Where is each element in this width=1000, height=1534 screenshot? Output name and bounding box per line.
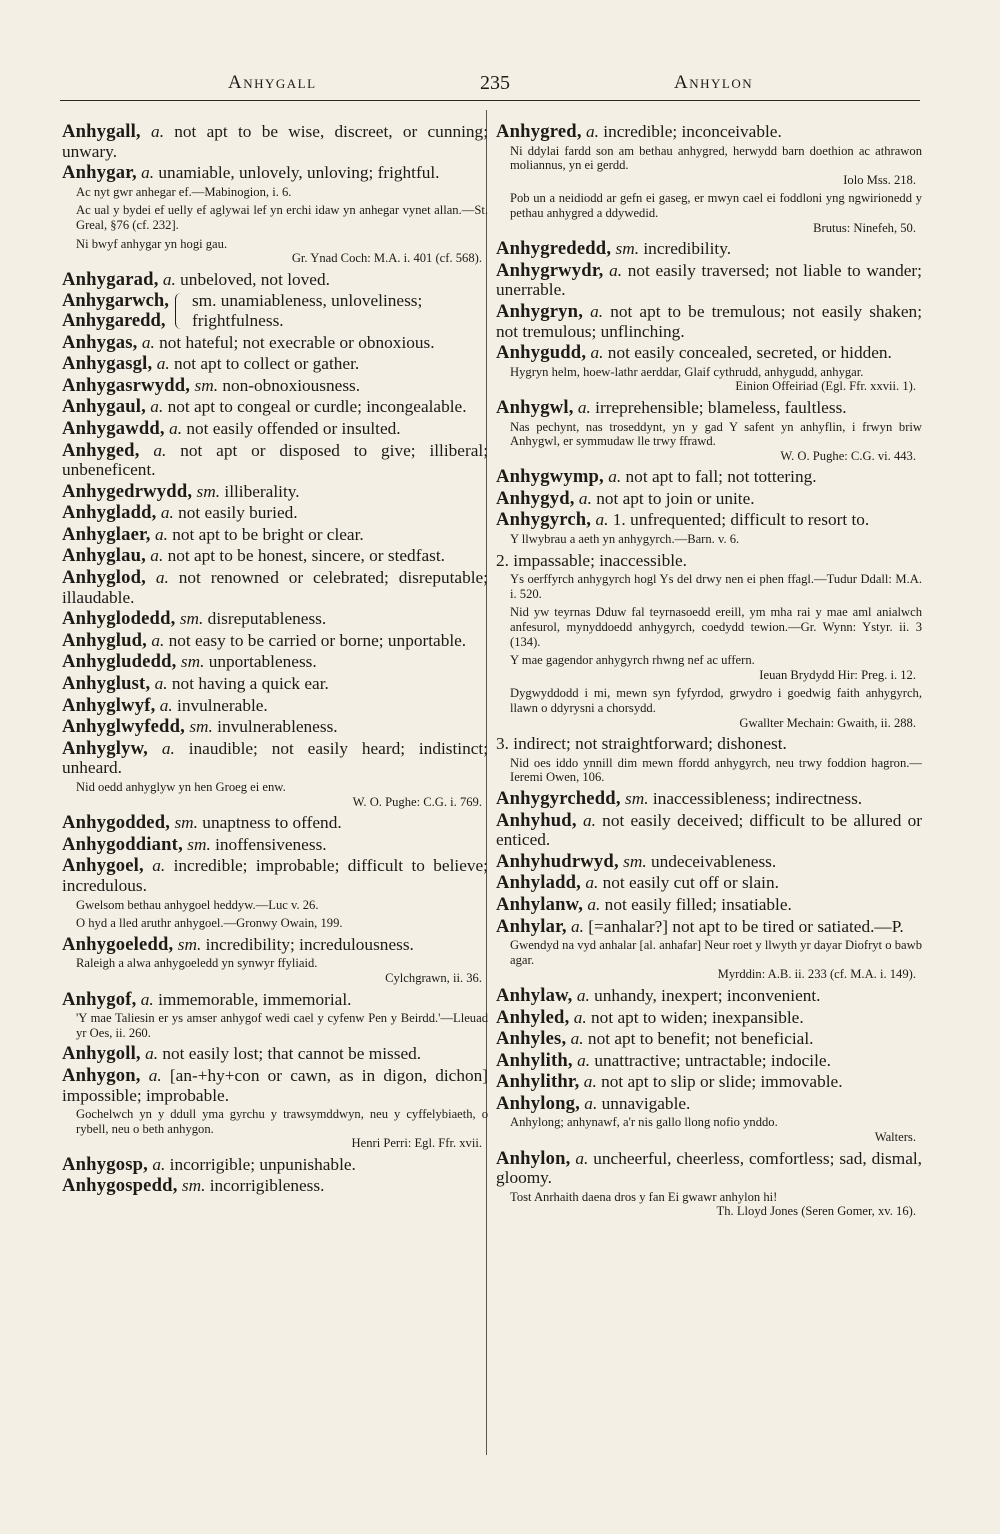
dictionary-entry xyxy=(62,482,488,502)
headword: Anhygwl, xyxy=(496,396,574,418)
definition: incredible; inconceivable. xyxy=(598,122,782,141)
headword: Anhyladd, xyxy=(496,872,581,894)
definition: not easily traversed; not liable to wander; unerrable. xyxy=(496,260,922,300)
headword: Anhylaw, xyxy=(496,984,573,1006)
headword: Anhylithr, xyxy=(496,1071,580,1093)
dictionary-entry xyxy=(496,986,922,1006)
quotation xyxy=(62,203,488,232)
dictionary-entry-pair xyxy=(62,291,488,330)
part-of-speech: a. xyxy=(160,503,174,523)
headword: Anhygyrchedd, xyxy=(496,787,621,809)
definition: not apt or disposed to give; illiberal; unbeneficent. xyxy=(62,440,488,480)
quotation xyxy=(496,756,922,785)
citation: Gwallter Mechain: Gwaith, ii. 288. xyxy=(739,715,916,730)
dictionary-entry xyxy=(496,510,922,530)
part-of-speech: a. xyxy=(155,568,169,588)
part-of-speech: a. xyxy=(169,418,183,438)
running-header xyxy=(60,70,920,101)
dictionary-entry xyxy=(62,696,488,716)
headword: Anhyhud, xyxy=(496,809,577,831)
citation: W. O. Pughe: C.G. vi. 443. xyxy=(780,448,916,463)
dictionary-entry xyxy=(496,1008,922,1028)
headword: Anhygred, xyxy=(496,121,582,142)
definition: undeceivableness. xyxy=(646,851,777,871)
part-of-speech: sm. xyxy=(179,609,204,629)
dictionary-entry xyxy=(62,163,488,183)
definition: not easily deceived; difficult to be allured or enticed. xyxy=(496,810,923,850)
quotation-text: Y mae gagendor anhygyrch rhwng nef ac uffern. xyxy=(510,653,755,668)
quotation xyxy=(496,1190,922,1219)
quotation xyxy=(496,938,922,982)
part-of-speech: a. xyxy=(145,1044,159,1064)
part-of-speech: sm. xyxy=(187,834,211,854)
definition: invulnerableness. xyxy=(212,717,338,737)
dictionary-entry xyxy=(496,852,922,872)
quotation-text: O hyd a lled aruthr anhygoel.—Gronwy Owain, 199. xyxy=(76,916,343,931)
definition: not apt to be honest, sincere, or stedfast. xyxy=(163,546,445,566)
part-of-speech: a. xyxy=(141,332,155,352)
quotation-text: Nid oedd anhyglyw yn hen Groeg ei enw. xyxy=(76,780,286,794)
part-of-speech: a. xyxy=(582,810,596,830)
dictionary-entry xyxy=(62,856,488,895)
part-of-speech: a. xyxy=(154,524,168,544)
quotation-text: Ac ual y bydei ef uelly ef aglywai lef yn erchi idaw yn anhegar vynet allan.—St. Greal, §76 (cf. 232]. xyxy=(76,203,488,232)
headword: Anhygoll, xyxy=(62,1043,141,1065)
part-of-speech: a. xyxy=(587,894,601,914)
headword: Anhygoddiant, xyxy=(62,833,183,855)
definition: not hateful; not execrable or obnoxious. xyxy=(154,332,435,352)
part-of-speech: a. xyxy=(152,1154,166,1174)
quotation-text: Ac nyt gwr anhegar ef.—Mabinogion, i. 6. xyxy=(76,184,292,199)
quotation xyxy=(496,532,922,547)
headword: Anhylon, xyxy=(496,1147,571,1169)
headword: Anhygudd, xyxy=(496,342,587,364)
dictionary-entry xyxy=(496,261,922,300)
part-of-speech: a. xyxy=(152,856,166,876)
dictionary-entry xyxy=(496,895,922,915)
part-of-speech: a. xyxy=(585,873,599,893)
quotation-text: Ni ddylai fardd son am bethau anhygred, herwydd barn doethion ac athrawon moliannus, yn ei gerdd. xyxy=(510,143,922,173)
part-of-speech: a. xyxy=(161,738,175,758)
dictionary-entry xyxy=(496,917,922,937)
headword: Anhygasrwydd, xyxy=(62,374,191,396)
dictionary-entry xyxy=(496,789,922,809)
dictionary-entry xyxy=(496,873,922,893)
definition: inaccessibleness; indirectness. xyxy=(648,788,863,808)
definition: irreprehensible; blameless, faultless. xyxy=(590,397,847,417)
part-of-speech: sm. xyxy=(174,813,198,833)
citation: Brutus: Ninefeh, 50. xyxy=(813,220,916,235)
definition: sm. unamiableness, unloveliness; frightfulness. xyxy=(191,291,423,330)
dictionary-entry xyxy=(496,398,922,418)
dictionary-entry xyxy=(62,631,488,651)
quotation xyxy=(496,365,922,394)
definition: not easily buried. xyxy=(173,503,298,523)
headword: Anhygyd, xyxy=(496,487,575,509)
quotation xyxy=(496,1115,922,1144)
part-of-speech: a. xyxy=(150,397,164,417)
quotation-text: Ys oerffyrch anhygyrch hogl Ys del drwy nen ei phen ffagl.—Tudur Ddall: M.A. i. 520. xyxy=(510,572,922,601)
headword: Anhygaul, xyxy=(62,396,146,418)
headword: Anhygedrwydd, xyxy=(62,480,193,502)
headword: Anhygladd, xyxy=(62,502,157,524)
definition: unportableness. xyxy=(204,652,317,672)
definition: not easily concealed, secreted, or hidden. xyxy=(603,343,892,363)
headword: Anhygon, xyxy=(62,1064,141,1086)
quotation-text: Pob un a neidiodd ar gefn ei gaseg, er mwyn cael ei foddloni yng ngwirionedd y pethau anhygred a ddywedid. xyxy=(510,191,922,220)
part-of-speech: a. xyxy=(162,269,176,289)
part-of-speech: a. xyxy=(590,301,604,321)
dictionary-entry xyxy=(62,935,488,955)
quotation-text: Tost Anrhaith daena dros y fan Ei gwawr anhylon hi! xyxy=(510,1189,778,1204)
part-of-speech: a. xyxy=(159,695,173,715)
headword: Anhygall, xyxy=(62,121,141,142)
quotation xyxy=(496,653,922,682)
headword: Anhygar, xyxy=(62,162,137,184)
quotation xyxy=(62,956,488,985)
definition: incorrigible; unpunishable. xyxy=(165,1154,356,1174)
dictionary-entry xyxy=(62,674,488,694)
headword: Anhyged, xyxy=(62,439,140,461)
part-of-speech: sm. xyxy=(180,652,205,672)
headword: Anhygas, xyxy=(62,331,138,353)
dictionary-entry xyxy=(496,302,922,341)
dictionary-entry xyxy=(62,419,488,439)
definition: incredibility. xyxy=(639,239,732,259)
definition: 1. unfrequented; difficult to resort to. xyxy=(608,510,870,530)
definition: unbeloved, not loved. xyxy=(175,269,330,289)
quotation xyxy=(496,686,922,730)
dictionary-entry xyxy=(496,343,922,363)
definition: inaudible; not easily heard; indistinct; unheard. xyxy=(62,738,489,778)
quotation xyxy=(496,144,922,188)
definition: not easy to be carried or borne; unportable. xyxy=(164,630,467,650)
headword: Anhyles, xyxy=(496,1028,567,1050)
part-of-speech: sm. xyxy=(615,239,640,259)
dictionary-entry xyxy=(62,397,488,417)
headword: Anhygasgl, xyxy=(62,353,153,375)
headword: Anhylith, xyxy=(496,1049,573,1071)
dictionary-entry xyxy=(62,990,488,1010)
part-of-speech: sm. xyxy=(191,291,217,311)
part-of-speech: a. xyxy=(576,985,590,1005)
headword: Anhyglod, xyxy=(62,567,146,589)
headword: Anhygwymp, xyxy=(496,466,604,488)
definition: inoffensiveness. xyxy=(210,834,327,854)
dictionary-entry xyxy=(496,1051,922,1071)
definition: not apt to collect or gather. xyxy=(169,354,360,374)
dictionary-entry xyxy=(62,122,488,161)
part-of-speech: a. xyxy=(578,488,592,508)
dictionary-entry xyxy=(62,1066,488,1105)
headword: Anhylong, xyxy=(496,1092,580,1114)
definition: not apt to widen; inexpansible. xyxy=(586,1007,804,1027)
quotation-text: Raleigh a alwa anhygoeledd yn synwyr ffyliaid. xyxy=(76,956,318,971)
part-of-speech: sm. xyxy=(623,851,647,871)
citation: W. O. Pughe: C.G. i. 769. xyxy=(352,794,482,809)
part-of-speech: sm. xyxy=(194,375,219,395)
definition: not renowned or celebrated; disreputable; illaudable. xyxy=(62,568,488,607)
headword: Anhyglwyfedd, xyxy=(62,716,185,738)
dictionary-entry xyxy=(62,354,488,374)
part-of-speech: a. xyxy=(148,1065,162,1085)
headword: Anhyglust, xyxy=(62,673,151,695)
part-of-speech: sm. xyxy=(181,1176,206,1196)
quotation-text: Dygwyddodd i mi, mewn syn fyfyrdod, grwydro i goedwig faith anhygyrch, llawn o ddyrysni a chorsydd. xyxy=(510,686,922,715)
part-of-speech: a. xyxy=(583,1072,597,1092)
dictionary-entry xyxy=(62,835,488,855)
headword: Anhylanw, xyxy=(496,893,584,915)
definition: immemorable, immemorial. xyxy=(153,989,352,1009)
definition: disreputableness. xyxy=(203,609,327,629)
part-of-speech: a. xyxy=(156,354,170,374)
part-of-speech: a. xyxy=(577,1050,591,1070)
dictionary-entry xyxy=(62,813,488,833)
headword: Anhygludedd, xyxy=(62,651,177,673)
headword: Anhyglodedd, xyxy=(62,608,176,630)
quotation xyxy=(62,1011,488,1040)
part-of-speech: a. xyxy=(586,122,599,141)
citation: Ieuan Brydydd Hir: Preg. i. 12. xyxy=(759,667,916,682)
dictionary-entry xyxy=(496,1072,922,1092)
definition: invulnerable. xyxy=(172,695,268,715)
definition: [an-+hy+con or cawn, as in digon, dichon] impossible; improbable. xyxy=(62,1065,488,1105)
headword: Anhygrededd, xyxy=(496,238,612,260)
headword: Anhyglud, xyxy=(62,629,147,651)
definition: uncheerful, cheerless, comfortless; sad, dismal, gloomy. xyxy=(496,1148,922,1188)
sense-line: 2. impassable; inaccessible. xyxy=(496,550,687,570)
headword: Anhygyrch, xyxy=(496,509,592,531)
definition: not apt to be bright or clear. xyxy=(167,524,364,544)
headword: Anhygospedd, xyxy=(62,1175,178,1197)
quotation-text: Anhylong; anhynawf, a'r nis gallo llong nofio ynddo. xyxy=(510,1115,778,1130)
headword: Anhyglwyf, xyxy=(62,694,156,716)
citation: Iolo Mss. 218. xyxy=(843,172,916,187)
part-of-speech: a. xyxy=(140,989,154,1009)
part-of-speech: a. xyxy=(570,1029,584,1049)
page-number: 235 xyxy=(480,72,510,94)
citation: Th. Lloyd Jones (Seren Gomer, xv. 16). xyxy=(716,1204,916,1219)
dictionary-entry xyxy=(496,122,922,142)
dictionary-entry xyxy=(496,1149,922,1188)
dictionary-entry xyxy=(62,1155,488,1175)
part-of-speech: sm. xyxy=(625,788,649,808)
headword: Anhygof, xyxy=(62,988,137,1010)
quotation xyxy=(62,898,488,913)
headword: Anhygarwch, xyxy=(62,290,169,312)
dictionary-entry xyxy=(62,441,488,480)
quotation-text: Nid oes iddo ynnill dim mewn ffordd anhygyrch, neu trwy foddion hagron.—Ieremi Owen, 106. xyxy=(510,755,922,785)
part-of-speech: a. xyxy=(571,916,584,936)
sense-line: 3. indirect; not straightforward; dishonest. xyxy=(496,734,787,754)
definition: not apt to fall; not tottering. xyxy=(621,467,817,487)
part-of-speech: a. xyxy=(573,1007,587,1027)
part-of-speech: a. xyxy=(608,467,622,487)
dictionary-entry xyxy=(62,1044,488,1064)
definition: not having a quick ear. xyxy=(167,674,329,694)
part-of-speech: a. xyxy=(154,674,168,694)
definition: not apt to congeal or curdle; incongealable. xyxy=(163,397,467,417)
part-of-speech: a. xyxy=(575,1148,589,1168)
definition: incredibility; incredulousness. xyxy=(201,934,414,954)
dictionary-entry xyxy=(62,376,488,396)
dictionary-entry xyxy=(62,270,488,290)
quotation-text: Gochelwch yn y ddull yma gyrchu y trawsymddwyn, neu y cyffelybiaeth, o rybell, neu o beth anhygon. xyxy=(76,1107,488,1136)
headword: Anhyhudrwyd, xyxy=(496,850,619,872)
part-of-speech: a. xyxy=(150,546,164,566)
header-right-guideword: Anhylon xyxy=(674,72,754,93)
definition: incredible; improbable; difficult to believe; incredulous. xyxy=(62,856,488,895)
quotation-text: Nas pechynt, nas troseddynt, yn y gad Y safent yn anhyflin, i frwyn briw Anhygwl, er symmudaw lle trwy ffrawd. xyxy=(510,419,922,449)
dictionary-entry xyxy=(62,1176,488,1196)
citation: Henri Perri: Egl. Ffr. xvii. xyxy=(351,1136,482,1151)
definition: not easily lost; that cannot be missed. xyxy=(158,1044,422,1064)
definition: not easily cut off or slain. xyxy=(598,873,779,893)
dictionary-entry xyxy=(62,609,488,629)
dictionary-entry xyxy=(496,1029,922,1049)
headword: Anhyled, xyxy=(496,1006,570,1028)
quotation xyxy=(496,605,922,649)
dictionary-entry xyxy=(62,568,488,607)
definition: incorrigibleness. xyxy=(205,1176,325,1196)
part-of-speech: a. xyxy=(609,260,623,280)
dictionary-entry xyxy=(62,503,488,523)
headword: Anhygoeledd, xyxy=(62,933,174,955)
definition: not apt to slip or slide; immovable. xyxy=(596,1072,843,1092)
dictionary-entry xyxy=(496,489,922,509)
headword: Anhygaredd, xyxy=(62,309,166,331)
headword: Anhylar, xyxy=(496,915,567,937)
brace-mark xyxy=(175,293,186,329)
part-of-speech: a. xyxy=(151,122,165,141)
headword: Anhygarad, xyxy=(62,268,159,290)
definition: not easily offended or insulted. xyxy=(182,418,401,438)
quotation xyxy=(496,420,922,464)
quotation-text: Ni bwyf anhygar yn hogi gau. xyxy=(76,236,228,251)
definition: [=anhalar?] not apt to be tired or satiated.—P. xyxy=(583,916,904,936)
definition: unaptness to offend. xyxy=(197,813,342,833)
headword-group xyxy=(62,291,169,330)
definition: unhandy, inexpert; inconvenient. xyxy=(589,985,821,1005)
headword: Anhyglaer, xyxy=(62,523,151,545)
dictionary-entry xyxy=(496,239,922,259)
part-of-speech: sm. xyxy=(196,481,221,501)
dictionary-entry xyxy=(62,525,488,545)
citation: Walters. xyxy=(874,1130,916,1145)
quotation-text: Gwendyd na vyd anhalar [al. anhafar] Neur roet y llwyth yr dayar Diofryt o bawb agar. xyxy=(510,938,922,967)
definition: not apt to be tremulous; not easily shaken; not tremulous; unflinching. xyxy=(496,301,922,341)
citation: Cylchgrawn, ii. 36. xyxy=(385,970,482,985)
definition: unnavigable. xyxy=(597,1093,691,1113)
headword: Anhygawdd, xyxy=(62,417,165,439)
headword: Anhygryn, xyxy=(496,300,584,322)
header-left-guideword: Anhygall xyxy=(228,72,317,93)
part-of-speech: a. xyxy=(590,343,604,363)
dictionary-entry xyxy=(62,546,488,566)
headword: Anhyglyw, xyxy=(62,737,149,759)
part-of-speech: a. xyxy=(153,440,167,460)
quotation-text: Gwelsom bethau anhygoel heddyw.—Luc v. 26. xyxy=(76,897,319,912)
headword: Anhygodded, xyxy=(62,812,171,834)
quotation-text: Nid yw teyrnas Dduw fal teyrnasoedd ereill, ym mha rai y mae aml anialwch anfesurol, mynyddoedd anhygyrch, coedydd tewion.—Gr. Wynn: Ystyr. ii. 3 (134). xyxy=(510,605,922,649)
part-of-speech: a. xyxy=(595,510,609,530)
dictionary-entry xyxy=(62,652,488,672)
definition: non-obnoxiousness. xyxy=(218,375,361,395)
dictionary-entry xyxy=(496,811,922,850)
quotation xyxy=(496,191,922,235)
quotation xyxy=(62,1107,488,1151)
quotation-text: 'Y mae Taliesin er ys amser anhygof wedi cael y cyfenw Pen y Beirdd.'—Lleuad yr Oes, ii. 260. xyxy=(76,1011,488,1040)
quotation xyxy=(62,237,488,266)
headword: Anhygrwydr, xyxy=(496,259,604,281)
part-of-speech: a. xyxy=(151,630,165,650)
headword: Anhyglau, xyxy=(62,545,146,567)
part-of-speech: sm. xyxy=(177,934,202,954)
citation: Gr. Ynad Coch: M.A. i. 401 (cf. 568). xyxy=(291,251,482,266)
dictionary-entry xyxy=(62,333,488,353)
quotation xyxy=(62,916,488,931)
left-column xyxy=(62,122,488,1198)
definition: not easily filled; insatiable. xyxy=(600,894,792,914)
part-of-speech: sm. xyxy=(189,717,213,737)
definition: unattractive; untractable; indocile. xyxy=(590,1050,831,1070)
quotation xyxy=(62,780,488,809)
definition: not apt to join or unite. xyxy=(591,488,755,508)
headword: Anhygosp, xyxy=(62,1153,149,1175)
headword: Anhygoel, xyxy=(62,855,144,877)
part-of-speech: a. xyxy=(584,1093,598,1113)
quotation-text: Y llwybrau a aeth yn anhygyrch.—Barn. v. 6. xyxy=(510,532,740,547)
dictionary-entry xyxy=(62,717,488,737)
quotation-text: Hygryn helm, hoew-lathr aerddar, Glaif cythrudd, anhygudd, anhygar. xyxy=(510,364,864,379)
quotation xyxy=(496,572,922,601)
citation: Einion Offeiriad (Egl. Ffr. xxvii. 1). xyxy=(735,379,916,394)
dictionary-entry xyxy=(62,739,488,778)
quotation xyxy=(62,185,488,200)
citation: Myrddin: A.B. ii. 233 (cf. M.A. i. 149). xyxy=(717,967,916,982)
definition: unamiable, unlovely, unloving; frightful. xyxy=(154,163,440,183)
dictionary-entry xyxy=(496,1094,922,1114)
part-of-speech: a. xyxy=(577,397,591,417)
dictionary-entry xyxy=(496,467,922,487)
definition: not apt to benefit; not beneficial. xyxy=(583,1029,814,1049)
definition: not apt to be wise, discreet, or cunning; unwary. xyxy=(62,122,488,161)
definition: illiberality. xyxy=(220,481,300,501)
part-of-speech: a. xyxy=(141,163,155,183)
right-column xyxy=(496,122,922,1223)
